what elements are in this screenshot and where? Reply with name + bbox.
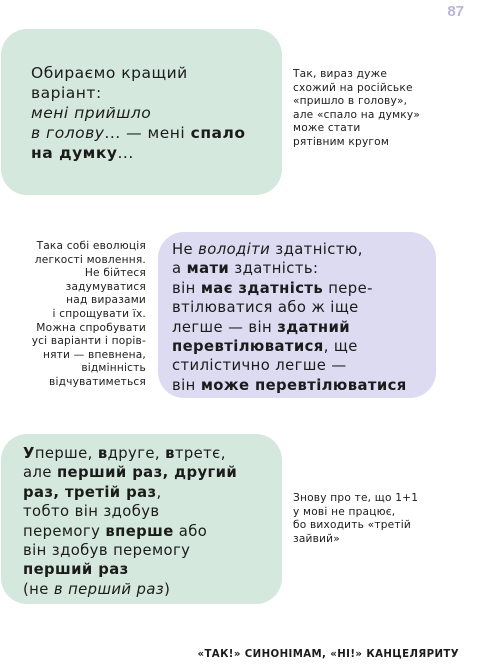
example-bubble-spalo-na-dumku [1, 29, 282, 195]
note-line: відчуватиметься [49, 375, 146, 388]
bubble-line [23, 580, 272, 599]
text: він [172, 279, 201, 297]
text: перемогу [23, 522, 106, 540]
bubble-line [31, 123, 264, 143]
side-note-3 [293, 492, 418, 546]
page-number: 87 [447, 3, 464, 20]
text: пере- [323, 279, 373, 297]
text: або [173, 522, 208, 540]
bubble-line [31, 103, 264, 123]
bubble-line [23, 463, 272, 482]
bubble-line [23, 483, 272, 502]
italic-text: володіти [198, 241, 271, 258]
bubble-line [172, 298, 426, 317]
text: ) [164, 580, 171, 598]
text: третє, [174, 445, 226, 462]
note-line: «пришло в голову», [293, 95, 408, 108]
note-line: усі варіанти і порів- [31, 335, 146, 348]
note-line: Можна спробувати [36, 321, 146, 334]
text: (не [23, 580, 54, 598]
text: , ще [323, 338, 358, 356]
text: легше — він [172, 318, 278, 336]
bubble-line [172, 337, 426, 356]
text: Обираємо кращий [31, 64, 188, 82]
text: друге, [107, 445, 166, 462]
note-line: задумуватися [65, 280, 146, 293]
bold-text: спало [190, 124, 246, 142]
text: перше, [34, 445, 98, 462]
note-line: Не бійтеся [84, 267, 146, 280]
text: здатністю, [270, 241, 363, 258]
note-line: у мові не працює, [293, 505, 396, 518]
text: втілюватися або ж іще [172, 299, 359, 317]
text: а [172, 260, 187, 278]
note-line: Так, вираз дуже [293, 68, 388, 80]
note-line: Така собі еволюція [36, 240, 146, 252]
note-line: відмінність [81, 362, 146, 375]
bubble-line [23, 502, 272, 521]
note-line: але «спало на думку» [293, 108, 421, 121]
bold-text: вперше [105, 522, 174, 540]
note-line: схожий на російське [293, 81, 413, 94]
bubble-line [23, 541, 272, 560]
example-bubble-zdatnist [158, 232, 436, 398]
italic-text: мені прийшло [31, 104, 152, 122]
bubble-line [31, 143, 264, 163]
bubble-line [172, 318, 426, 337]
bubble-line [172, 356, 426, 375]
note-line: і спрощувати їх. [52, 307, 146, 320]
side-note-2 [6, 240, 146, 390]
bold-text: має здатність [200, 279, 324, 297]
text: але [23, 464, 57, 482]
note-line: зайвий» [293, 532, 340, 545]
bold-text: перший раз, другий [56, 464, 238, 482]
text: стилістично легше — [172, 357, 347, 375]
bubble-line [23, 560, 272, 579]
bold-text: здатний [277, 318, 351, 336]
italic-text: в перший раз [53, 580, 165, 598]
bubble-line [31, 63, 264, 83]
text: він здобув перемогу [23, 542, 191, 560]
text: Не [172, 241, 199, 258]
text: здатність: [229, 260, 319, 278]
bold-text: мати [186, 260, 230, 278]
note-line: няти — впевнена, [42, 348, 146, 361]
bold-text: в [165, 445, 175, 462]
note-line: над виразами [66, 294, 146, 307]
text: тобто він здобув [23, 503, 160, 521]
bubble-line [31, 83, 264, 103]
bold-text: У [23, 445, 35, 462]
running-footer: «ТАК!» СИНОНІМАМ, «НІ!» КАНЦЕЛЯРИТУ [197, 649, 459, 660]
bubble-line [172, 376, 426, 395]
text: ... — мені [104, 124, 191, 142]
bubble-line [23, 444, 272, 463]
bold-text: перевтілюватися [172, 338, 324, 356]
bold-text: перший раз [23, 561, 129, 579]
bold-text: раз, третій раз [23, 483, 157, 501]
side-note-1 [293, 68, 420, 150]
text: варіант: [31, 84, 102, 102]
text: він [172, 376, 201, 394]
note-line: легкості мовлення. [34, 253, 146, 266]
bubble-line [172, 259, 426, 278]
bubble-line [172, 240, 426, 259]
italic-text: в голову [31, 124, 105, 142]
bubble-line [172, 279, 426, 298]
example-bubble-vpershe [1, 434, 282, 604]
note-line: бо виходить «третій [293, 519, 411, 532]
note-line: Знову про те, що 1+1 [293, 492, 419, 504]
bold-text: в [97, 445, 108, 462]
note-line: може стати [293, 122, 361, 135]
bold-text: може перевтілюватися [200, 376, 407, 394]
bold-text: на думку [31, 144, 118, 162]
text: ... [117, 144, 134, 162]
text: , [156, 483, 162, 501]
bubble-line [23, 522, 272, 541]
note-line: рятівним кругом [293, 135, 390, 148]
